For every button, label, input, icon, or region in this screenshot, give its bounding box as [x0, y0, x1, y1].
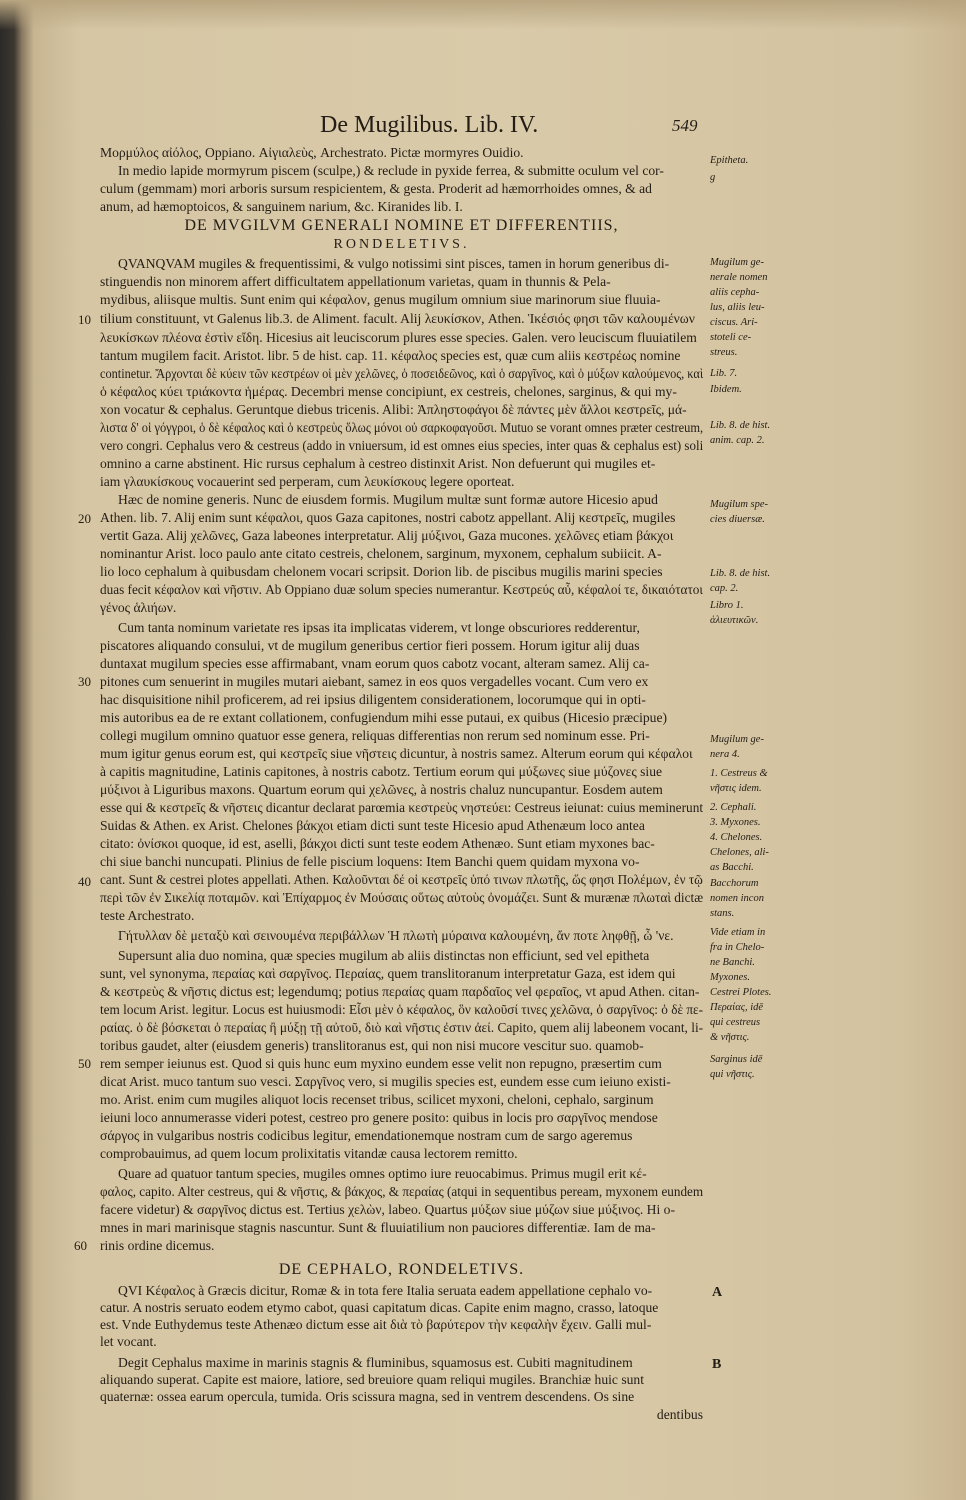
text-line: ieiuni loco annumerasse videri potest, cestreo pro genere posito: quibus in locis pro σαργῖνος mendose: [100, 1110, 658, 1125]
text-line: περὶ τῶν ἐν Σικελίᾳ ποταμῶν. καὶ Ἐπίχαρμος ἐν Μούσαις οὕτως αὐτοὺς ὀνομάζει. Sunt & murænæ πλωταὶ dictæ: [100, 890, 704, 905]
text-line: vero congri. Cephalus vero & cestreus (addo in vniuersum, id est omnes eius species, inter quas & cephalus est) soli: [100, 438, 704, 453]
text-line: duas fecit κέφαλον καὶ νῆστιν. Ab Oppiano duæ solum species numerantur. Κεστρεύς αὖ, κέφαλοί τε, δικαιότατοι: [100, 582, 703, 597]
text-line: Γήτυλλαν δὲ μεταξὺ καὶ σεινουμένα περιβάλλων Ἡ πλωτὴ μύραινα καλουμένη, ἄν ποτε ληφθῇ, ὦ 'νε.: [118, 928, 674, 943]
text-line: Quare ad quatuor tantum species, mugiles omnes optimo iure reuocabimus. Primus mugil erit κέ-: [118, 1166, 647, 1181]
running-header: De Mugilibus. Lib. IV.: [320, 112, 539, 138]
text-line: & κεστρεὺς & νῆστις dictus est; legendumq; potius περαίας quam παρδαῖος vel φεραῖος, vt apud Athen. citan-: [100, 984, 700, 999]
text-line: lio loco cephalum à quibusdam chelonem vocari scripsit. Dorion lib. de piscibus mugilis marini species: [100, 564, 663, 579]
text-line: culum (gemmam) mori arboris sursum respicientem, & gesta. Proderit ad hæmorrhoides omnes, & ad: [100, 181, 652, 196]
line-number: 40: [78, 874, 91, 889]
page-top-shadow: [0, 0, 966, 30]
margin-note: Epitheta.: [710, 155, 749, 166]
text-line: tilium constituunt, vt Galenus lib.3. de Aliment. facult. Alij λευκίσκον, Athen. Ἱκέσιός φησι τῶν καλουμένων: [100, 311, 695, 326]
text-line: tem locum Arist. legitur. Locus est huiusmodi: Εἶσι μὲν ὁ κέφαλος, ὃν καλοῦσί τινες χελῶνα, ὁ σαργῖνος: ὁ δὲ πε-: [100, 1002, 703, 1017]
text-line: hac disquisitione nihil proficerem, ad rei ipsius diligentem considerationem, locorumque qui in opti-: [100, 692, 646, 707]
margin-note: B: [712, 1357, 722, 1372]
text-line: ὁ κέφαλος κύει τριάκοντα ἡμέρας. Decembri mense concipiunt, ex cestreis, chelones, sarginus, & qui my-: [100, 384, 677, 399]
text-line: iam γλαυκίσκους vocauerint sed perperam, cum λευκίσκους legere oporteat.: [100, 474, 515, 489]
margin-note: Lib. 8. de hist. anim. cap. 2.: [710, 420, 771, 446]
margin-note: Vide etiam in fra in Chelo- ne Banchi. Myxones. Cestrei Plotes. Περαίας, idē qui cestreus & νῆστις.: [710, 927, 772, 1043]
text-line: Μορμύλος αἰόλος, Oppiano. Αἰγιαλεὺς, Archestrato. Pictæ mormyres Ouidio.: [100, 145, 524, 160]
text-line: Suidas & Athen. ex Arist. Chelones βάκχοι etiam dicti sunt teste Hicesio apud Athenæum loco antea: [100, 818, 645, 833]
text-line: QVI Κέφαλος à Græcis dicitur, Romæ & in tota fere Italia seruata eadem appellatione cephalo vo-: [118, 1283, 653, 1298]
text-line: chi siue banchi nuncupati. Plinius de felle piscium loquens: Item Banchi quem quidam myxona vo-: [100, 854, 640, 869]
text-line: λιστα δ' οἱ γόγγροι, ὁ δὲ κέφαλος καὶ ὁ κεστρεὺς ὅλως μόνοι οὐ σαρκοφαγοῦσι. Mutuo se vorant omnes præter cestreum,: [100, 420, 704, 435]
margin-note: 2. Cephali. 3. Myxones. 4. Chelones. Chelones, ali- as Bacchi.: [710, 802, 769, 873]
margin-note: Mugilum ge- nerale nomen aliis cepha- lus, aliis leu- ciscus. Ari- stoteli ce- streus.: [710, 257, 768, 358]
line-number: 50: [78, 1056, 91, 1071]
text-line: mydibus, aliisque multis. Sunt enim qui κέφαλον, genus mugilum omnium siue marinorum siue fluuia-: [100, 292, 661, 307]
text-line: pitones cum senuerint in mugiles mutari aiebant, samez in eos quos vergadelles vocant. Cum vero ex: [100, 674, 649, 689]
text-line: catur. A nostris seruato eodem etymo cabot, quasi capitatum dicas. Capite enim magno, crasso, latoque: [100, 1300, 659, 1315]
margin-note: Libro 1. ἁλιευτικῶν.: [710, 600, 759, 626]
text-line: mum igitur genus eorum est, qui κεστρεῖς siue νῆστεις dicuntur, à nostris samez. Alterum eorum qui κέφαλοι: [100, 746, 693, 761]
margin-note: Ibidem.: [710, 384, 742, 395]
text-line: ραίας. ὁ δὲ βόσκεται ὁ περαίας ἢ μύξῃ τῇ αὐτοῦ, διὸ καὶ νῆστις ἐστιν ἀεί. Capito, quem alij labeonem vocant, li-: [100, 1020, 704, 1035]
margin-note: 1. Cestreus & νῆστις idem.: [710, 768, 768, 794]
text-line: Athen. lib. 7. Alij enim sunt κέφαλοι, quos Gaza capitones, nostri cabotz appellant. Alij κεστρεῖς, mugiles: [100, 510, 676, 525]
page-number: 549: [672, 116, 698, 135]
text-line: φαλος, capito. Alter cestreus, qui & νῆστις, & βάκχος, & περαίας (atqui in sequentibus peream, myxonem eundem: [100, 1184, 704, 1199]
margin-note: Mugilum ge- nera 4.: [710, 734, 764, 760]
text-line: anum, ad hæmoptoicos, & sanguinem narium, &c. Kiranides lib. I.: [100, 199, 463, 214]
line-number: 20: [78, 511, 91, 526]
text-line: citato: ὀνίσκοι quoque, id est, aselli, βάκχοι dicti sunt teste eodem Athenæo. Sunt etiam myxones bac-: [100, 836, 655, 851]
text-line: let vocant.: [100, 1334, 157, 1349]
text-line: duntaxat mugilum species esse affirmabant, vnam eorum quos cabotz vocant, alteram samez. Alij ca-: [100, 656, 650, 671]
text-line: Cum tanta nominum varietate res ipsas ita implicatas viderem, vt longe obscuriores redderentur,: [118, 620, 640, 635]
section-heading: DE CEPHALO, RONDELETIVS.: [278, 1261, 525, 1278]
text-line: quaternæ: ossea earum opercula, tumida. Oris scissura magna, sed in ventrem descendens. Os sine: [100, 1389, 635, 1404]
text-line: esse qui & κεστρεῖς & νῆστεις dicantur declarat parœmia κεστρεὺς νηστεύει: Cestreus ieiunat: cuius meminerunt: [100, 800, 704, 815]
margin-note: A: [712, 1285, 723, 1300]
margin-note: Lib. 7.: [710, 368, 738, 379]
text-line: tantum mugilem facit. Aristot. libr. 5 de hist. cap. 11. κέφαλος species est, quæ cum aliis κεστρέως nomine: [100, 348, 681, 363]
margin-note: Mugilum spe- cies diuersæ.: [710, 499, 769, 525]
margin-note: g: [710, 172, 716, 183]
text-line: cant. Sunt & cestrei plotes appellati. Athen. Καλοῦνται δέ οἱ κεστρεῖς ὑπό τινων πλωτῆς, ὥς φησι Πολέμων, ἐν τῷ: [100, 872, 703, 887]
line-number: 10: [78, 312, 91, 327]
text-line: facere videtur) & σαργῖνος dictus est. Tertius χελὼν, labeo. Quartus μύξων siue μύζων siue μύξινος. Hi o-: [100, 1202, 675, 1217]
text-line: dicat Arist. muco tantum suo vesci. Σαργῖνος vero, si mugilis species est, eundem esse cum ieiuno existi-: [100, 1074, 671, 1089]
text-line: dentibus: [656, 1407, 703, 1422]
text-line: continetur. Ἄρχονται δὲ κύειν τῶν κεστρέων οἱ μὲν χελῶνες, ὁ ποσειδεῶνος, καὶ ὁ σαργῖνος, καὶ ὁ μύξων καλούμενος, καὶ: [100, 366, 704, 381]
text-line: rem semper ieiunus est. Quod si quis hunc eum myxino eundem esse velit non repugno, præsertim cum: [100, 1056, 662, 1071]
line-number: 30: [78, 674, 91, 689]
text-line: piscatores aliquando consului, vt de mugilum generibus certior fieri possem. Horum igitur alij duas: [100, 638, 640, 653]
text-line: Degit Cephalus maxime in marinis stagnis & fluminibus, squamosus est. Cubiti magnitudinem: [118, 1355, 633, 1370]
text-line: xon vocatur & cephalus. Geruntque diebus tricenis. Alibi: Ἀπληστοφάγοι δὲ πάντες μὲν ἄλλοι κεστρεῖς, μά-: [100, 402, 687, 417]
text-line: mo. Arist. enim cum mugiles aliquot locis recenset tribus, scilicet myxoni, cheloni, cephalo, sarginum: [100, 1092, 654, 1107]
text-line: λευκίσκων πλέονα ἐστὶν εἴδη. Hicesius ait leuciscorum plures esse species. Galen. vero leuciscum fluuiatilem: [100, 330, 697, 345]
text-line: aliquando superat. Capite est maiore, latiore, sed breuiore quam reliqui mugiles. Branchiæ huic sunt: [100, 1372, 644, 1387]
text-line: Hæc de nomine generis. Nunc de eiusdem formis. Mugilum multæ sunt formæ autore Hicesio apud: [118, 492, 658, 507]
text-line: teste Archestrato.: [100, 908, 195, 923]
text-line: Supersunt alia duo nomina, quæ species mugilum ab aliis distinctas non efficiunt, sed vel epitheta: [118, 948, 650, 963]
section-heading: DE MVGILVM GENERALI NOMINE ET DIFFERENTIIS,: [184, 217, 619, 234]
text-line: stinguendis non minorem affert difficultatem appellationum varietas, quam in thunnis & Pela-: [100, 274, 611, 289]
section-heading: RONDELETIVS.: [333, 237, 470, 252]
text-line: est. Vnde Euthydemus teste Athenæo dictum esse ait διὰ τὸ βαρύτερον τὴν κεφαλὴν ἔχειν. Galli mul-: [100, 1317, 652, 1332]
text-line: μύξινοι à Liguribus maxons. Quartum eorum qui χελῶνες, à nostris chaluz nuncupantur. Eosdem autem: [100, 782, 663, 797]
margin-note: Bacchorum nomen incon stans.: [710, 878, 764, 919]
text-line: nominantur Arist. loco paulo ante citato cestreis, chelonem, sarginum, myxonem, cephalum subiicit. A-: [100, 546, 662, 561]
text-line: In medio lapide mormyrum piscem (sculpe,) & reclude in pyxide ferrea, & submitte oculum vel cor-: [118, 163, 664, 178]
margin-note: Lib. 8. de hist. cap. 2.: [710, 568, 771, 594]
text-line: sunt, vel synonyma, περαίας καὶ σαργῖνος. Περαίας, quem translitoranum interpretatur Gaza, est idem qui: [100, 966, 676, 981]
text-line: vertit Gaza. Alij χελῶνες, Gaza labeones interpretatur. Alij μύξινοι, Gaza mucones. χελῶνες etiam βάκχοι: [100, 528, 674, 543]
text-line: collegi mugilum omnino quatuor esse genera, reliquas differentias non rerum sed nominum esse. Pri-: [100, 728, 650, 743]
text-line: comprobauimus, ad quem locum prolixitatis vitandæ causa lectorem remitto.: [100, 1146, 518, 1161]
text-line: QVANQVAM mugiles & frequentissimi, & vulgo notissimi sint pisces, tamen in horum generibus di-: [118, 256, 670, 271]
text-line: mis autoribus ea de re extant collationem, confugiendum mihi esse putaui, ex quibus (Hicesio præcipue): [100, 710, 668, 725]
text-line: omnino a carne abstinent. Hic rursus cephalum à cestreo distinxit Arist. Non defuerunt qui mugiles et-: [100, 456, 656, 471]
text-line: mnes in mari marinisque stagnis nascuntur. Sunt & fluuiatilium non pauciores differentiæ. Iam de ma-: [100, 1220, 656, 1235]
line-number: 60: [74, 1238, 87, 1253]
text-line: rinis ordine dicemus.: [100, 1238, 215, 1253]
margin-note: Sarginus idē qui νῆστις.: [710, 1054, 763, 1080]
text-line: toribus gaudet, alter (eiusdem generis) translitoranus est, qui non nisi mucore vescitur suo. quamob-: [100, 1038, 644, 1053]
text-line: γένος ἁλιήων.: [100, 600, 177, 615]
text-line: σάργος in vulgaribus nostris codicibus legitur, emendationemque nostram cum de sargo ageremus: [100, 1128, 633, 1143]
text-line: à capitis magnitudine, Latinis capitones, à nostris cabotz. Tertium eorum qui μύξωνες siue μύζονες siue: [100, 764, 663, 779]
